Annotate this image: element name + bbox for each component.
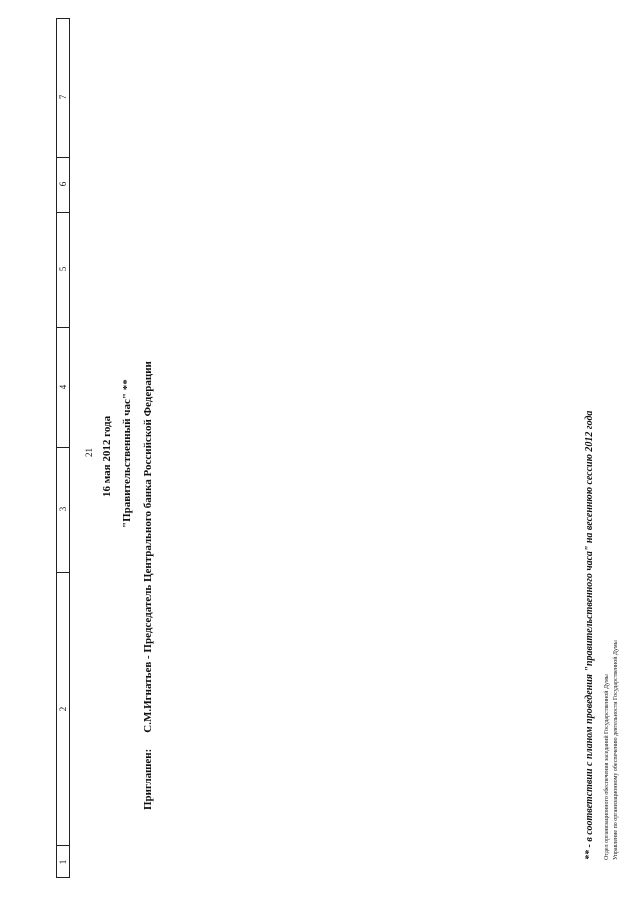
column-divider — [57, 212, 69, 213]
column-number: 3 — [58, 506, 68, 512]
invited-person: С.М.Игнатьев - Председатель Центрального банка Российской Федерации — [142, 361, 154, 733]
column-number: 4 — [58, 384, 68, 390]
column-divider — [57, 845, 69, 846]
column-divider — [57, 327, 69, 328]
column-divider — [57, 157, 69, 158]
column-divider — [57, 572, 69, 573]
page-number: 21 — [84, 448, 94, 457]
invited-line — [142, 361, 154, 810]
invited-label: Приглашен: — [142, 748, 154, 810]
department-name: Отдел организационного обеспечения заседаний Государственной Думы — [604, 674, 610, 860]
column-divider — [57, 447, 69, 448]
column-number: 2 — [58, 706, 68, 712]
column-number: 1 — [58, 859, 68, 865]
session-date: 16 мая 2012 года — [101, 415, 113, 497]
column-number: 5 — [58, 266, 68, 272]
footnote: ** - в соответствии с планом проведения "правительственного часа" на весеннюю сессию 2012 года — [584, 410, 595, 860]
directorate-name: Управление по организационному обеспечению деятельности Государственной Думы — [613, 640, 619, 860]
column-number: 6 — [58, 181, 68, 187]
header-column-table — [56, 18, 70, 878]
column-number: 7 — [58, 94, 68, 100]
session-title: "Правительственный час" ** — [121, 379, 133, 528]
